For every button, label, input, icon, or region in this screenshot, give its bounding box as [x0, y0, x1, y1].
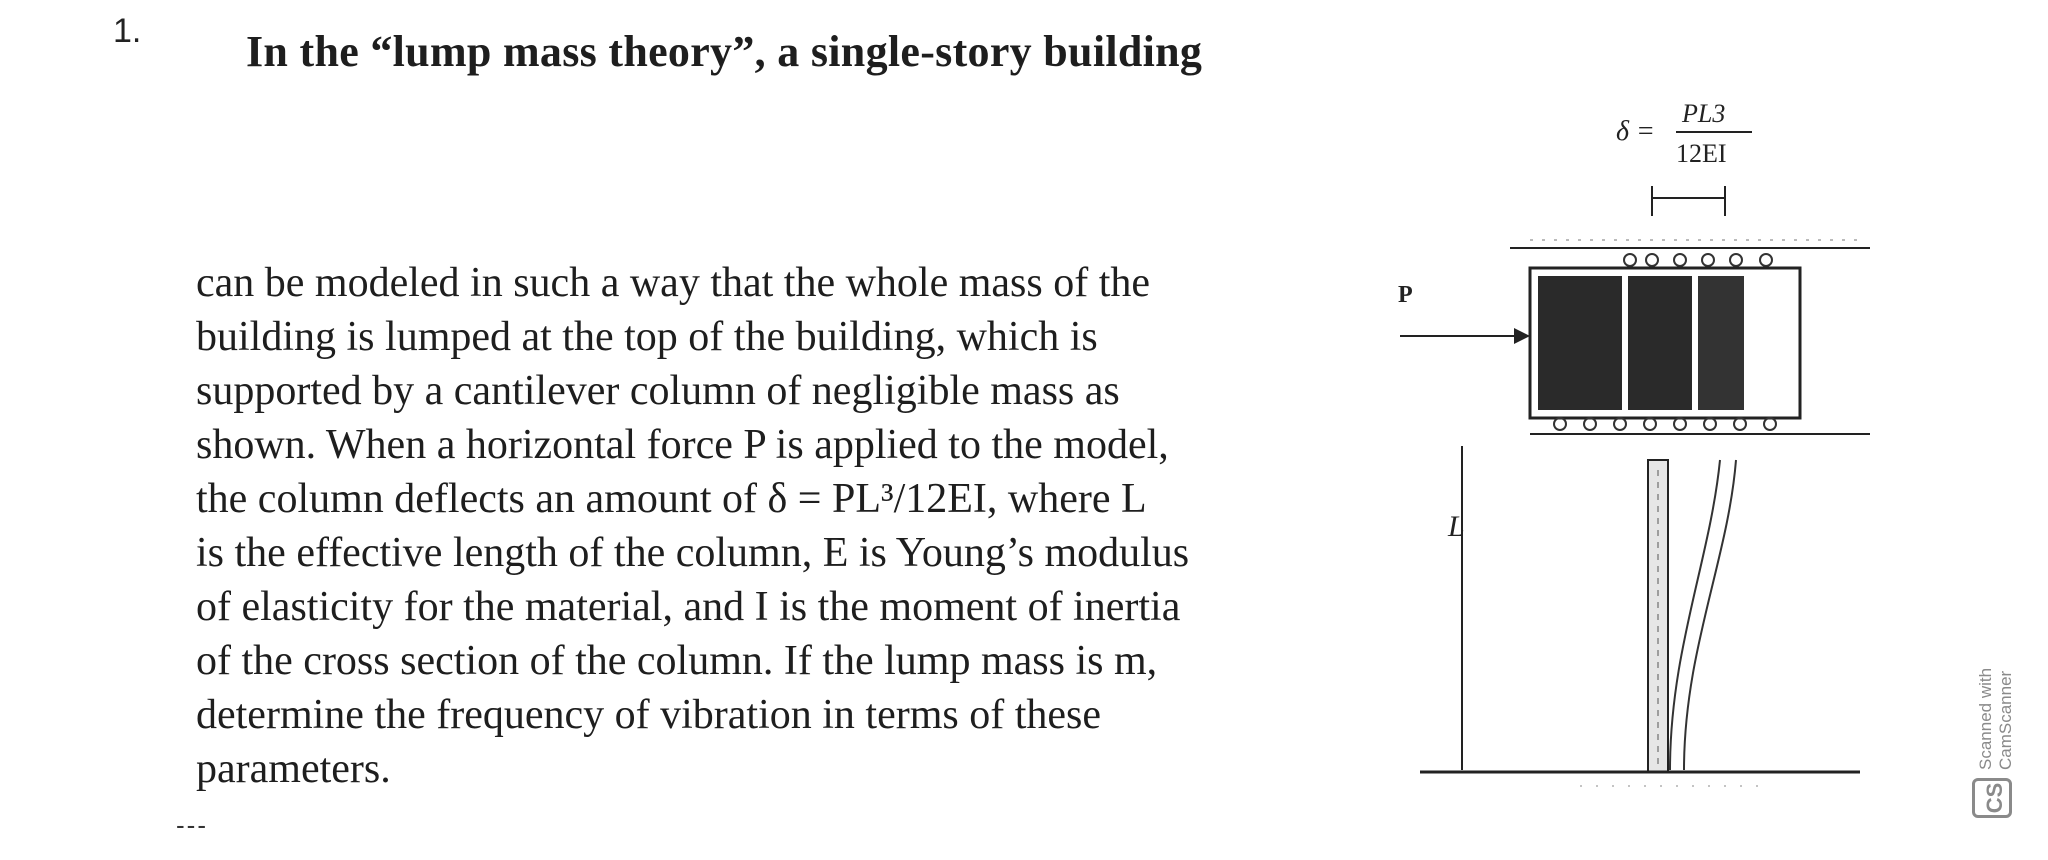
watermark-line: CamScanner: [1996, 670, 2015, 770]
body-line: of elasticity for the material, and I is the moment of inertia: [196, 584, 1181, 630]
mass-panel: [1628, 276, 1692, 410]
lump-mass-figure: [1380, 90, 1900, 810]
bottom-rollers: [1554, 418, 1776, 430]
delta-label: δ =: [1616, 116, 1655, 147]
watermark-line: Scanned with: [1976, 667, 1995, 770]
camscanner-watermark: [1968, 610, 2028, 830]
question-intro: In the “lump mass theory”, a single-story building: [246, 27, 1203, 76]
deflected-column-right: [1684, 460, 1736, 770]
length-label: L: [1448, 510, 1465, 543]
body-line: building is lumped at the top of the building, which is: [196, 314, 1098, 360]
top-rollers: [1624, 254, 1772, 266]
body-line: is the effective length of the column, E is Young’s modulus: [196, 530, 1190, 576]
fraction-denominator: 12EI: [1676, 139, 1727, 168]
body-line: determine the frequency of vibration in terms of these: [196, 692, 1102, 738]
fraction-numerator: PL3: [1682, 99, 1726, 128]
force-arrowhead: [1514, 328, 1530, 344]
question-number: 1.: [113, 12, 142, 50]
camscanner-logo-icon: CS: [1972, 778, 2012, 818]
question-body: [196, 256, 1336, 796]
body-line: can be modeled in such a way that the whole mass of the: [196, 260, 1151, 306]
mass-panel: [1538, 276, 1622, 410]
body-line: parameters.: [196, 746, 391, 792]
lump-mass-diagram: [1380, 90, 1900, 810]
body-line: supported by a cantilever column of negligible mass as: [196, 368, 1120, 414]
mass-panel: [1698, 276, 1744, 410]
body-line: shown. When a horizontal force P is applied to the model,: [196, 422, 1169, 468]
watermark-text: [1976, 570, 2016, 770]
deflected-column-left: [1670, 460, 1720, 770]
body-line: the column deflects an amount of δ = PL³/12EI, where L: [196, 476, 1147, 522]
body-line: of the cross section of the column. If the lump mass is m,: [196, 638, 1158, 684]
separator-dashes: ---: [176, 810, 208, 840]
force-label: P: [1398, 282, 1413, 308]
